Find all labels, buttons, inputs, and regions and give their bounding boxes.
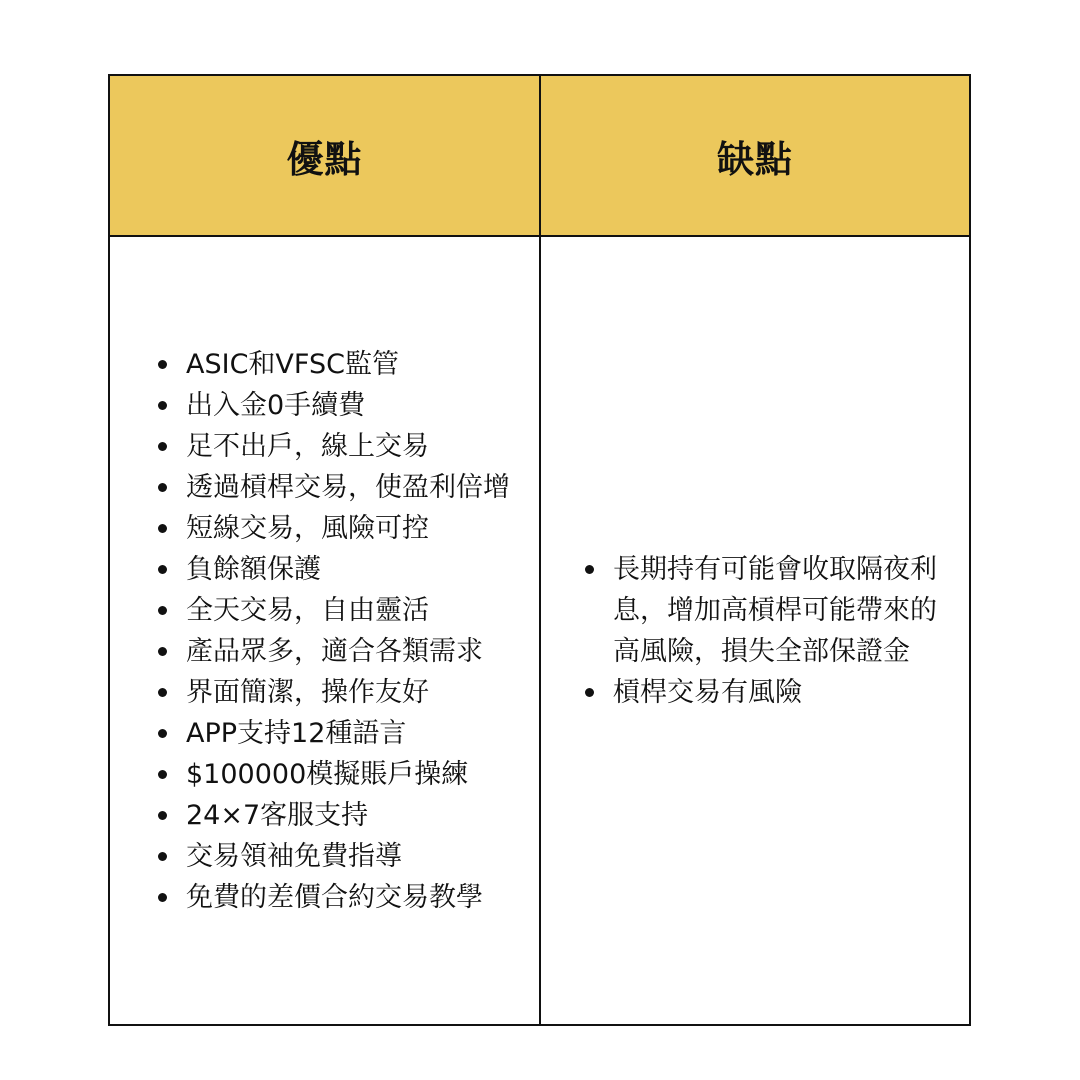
cons-cell	[541, 237, 969, 1024]
pros-item: 免費的差價合約交易教學	[150, 877, 510, 918]
pros-item: 足不出戶，線上交易	[150, 426, 510, 467]
cons-item: 槓桿交易有風險	[577, 672, 943, 713]
pros-item: 24×7客服支持	[150, 795, 510, 836]
pros-header: 優點	[110, 76, 541, 237]
pros-item: 透過槓桿交易，使盈利倍增	[150, 467, 510, 508]
pros-item: 短線交易，風險可控	[150, 508, 510, 549]
pros-cell	[110, 237, 541, 1024]
pros-item: 出入金0手續費	[150, 385, 510, 426]
pros-item: 負餘額保護	[150, 549, 510, 590]
pros-cons-table	[108, 74, 971, 1026]
cons-header: 缺點	[541, 76, 969, 237]
pros-item: 界面簡潔，操作友好	[150, 672, 510, 713]
pros-item: 全天交易，自由靈活	[150, 590, 510, 631]
cons-item: 長期持有可能會收取隔夜利息，增加高槓桿可能帶來的高風險，損失全部保證金	[577, 549, 943, 672]
pros-item: $100000模擬賬戶操練	[150, 754, 510, 795]
pros-item: ASIC和VFSC監管	[150, 344, 510, 385]
pros-item: 產品眾多，適合各類需求	[150, 631, 510, 672]
pros-item: APP支持12種語言	[150, 713, 510, 754]
cons-list	[577, 549, 943, 713]
pros-list	[150, 344, 510, 918]
pros-item: 交易領袖免費指導	[150, 836, 510, 877]
